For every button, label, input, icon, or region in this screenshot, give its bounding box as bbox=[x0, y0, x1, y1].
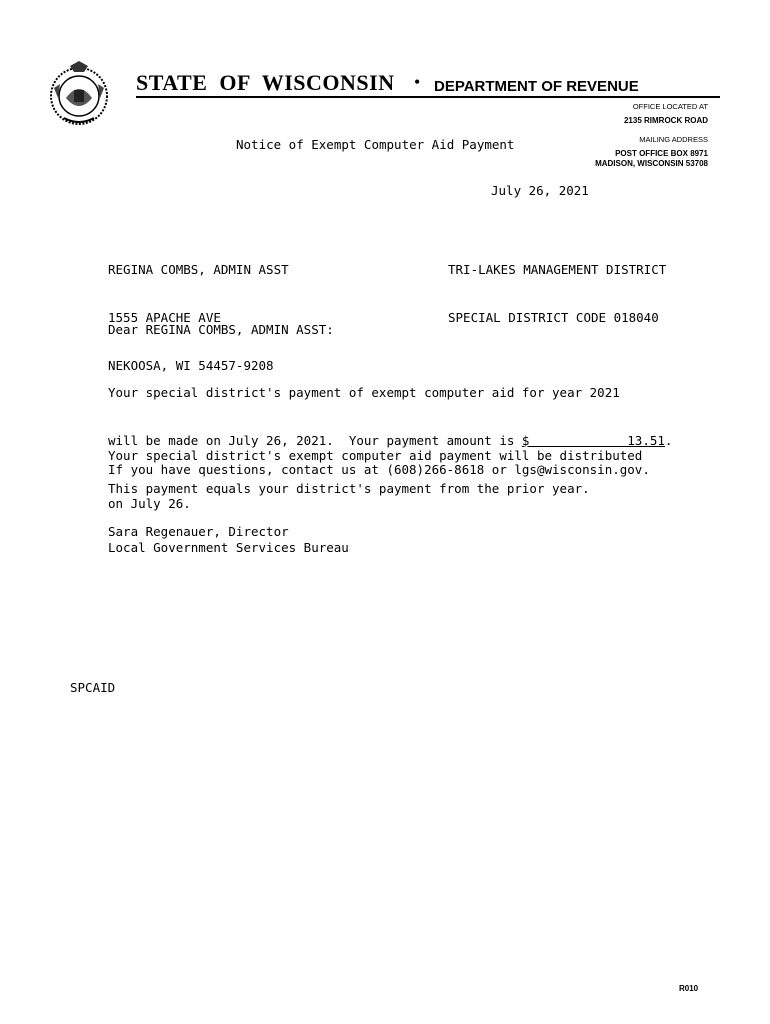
notice-title: Notice of Exempt Computer Aid Payment bbox=[236, 137, 515, 152]
office-label: OFFICE LOCATED AT bbox=[632, 102, 708, 111]
payment-amount: $ 13.51 bbox=[521, 433, 665, 448]
recipient-street: 1555 APACHE AVE bbox=[108, 310, 221, 325]
letter-date: July 26, 2021 bbox=[491, 183, 589, 198]
signer-name: Sara Regenauer, Director bbox=[108, 524, 289, 539]
paragraph1-line2-suffix: . bbox=[664, 433, 673, 448]
header-rule bbox=[136, 96, 720, 98]
department-name: DEPARTMENT OF REVENUE bbox=[434, 78, 639, 95]
paragraph2-line2: on July 26. bbox=[108, 496, 191, 511]
paragraph1-line2-prefix: will be made on July 26, 2021. Your payment amount is bbox=[108, 433, 522, 448]
recipient-city: NEKOOSA, WI 54457-9208 bbox=[108, 358, 274, 373]
signer-bureau: Local Government Services Bureau bbox=[108, 540, 349, 555]
mailing-address-line1: POST OFFICE BOX 8971 bbox=[615, 149, 708, 158]
paragraph1-line3: This payment equals your district's payment from the prior year. bbox=[108, 481, 590, 496]
office-address: 2135 RIMROCK ROAD bbox=[623, 116, 708, 125]
page-code: R010 bbox=[679, 984, 699, 993]
district-code: SPECIAL DISTRICT CODE 018040 bbox=[448, 310, 659, 325]
mailing-address-line2: MADISON, WISCONSIN 53708 bbox=[595, 159, 708, 168]
paragraph1-line1: Your special district's payment of exempt computer aid for year 2021 bbox=[108, 385, 620, 400]
salutation: Dear REGINA COMBS, ADMIN ASST: bbox=[108, 322, 334, 337]
state-name: STATE OF WISCONSIN bbox=[136, 70, 395, 95]
mailing-label: MAILING ADDRESS bbox=[639, 135, 708, 144]
header-bullet: • bbox=[414, 72, 421, 92]
contact-paragraph: If you have questions, contact us at (608)266-8618 or lgs@wisconsin.gov. bbox=[108, 462, 650, 477]
state-seal-icon bbox=[44, 58, 114, 128]
paragraph2-line1: Your special district's exempt computer aid payment will be distributed bbox=[108, 448, 643, 463]
form-code: SPCAID bbox=[70, 680, 116, 695]
district-name: TRI-LAKES MANAGEMENT DISTRICT bbox=[448, 262, 667, 277]
district-info bbox=[448, 230, 666, 342]
recipient-name: REGINA COMBS, ADMIN ASST bbox=[108, 262, 289, 277]
